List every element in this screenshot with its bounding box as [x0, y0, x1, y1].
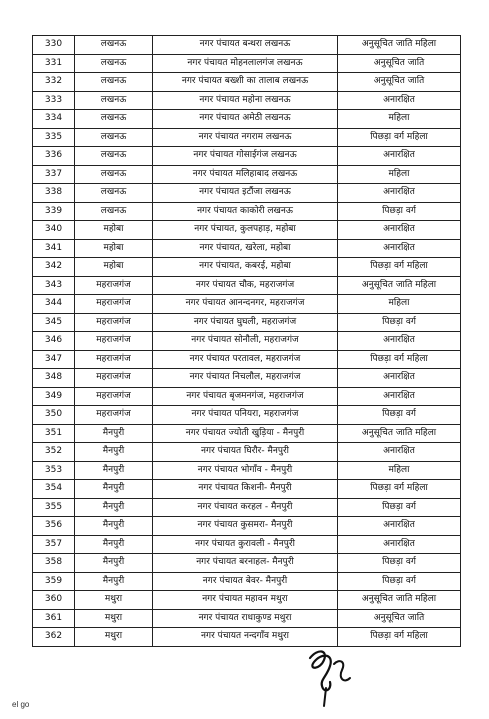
table-row [33, 36, 461, 55]
reservation-category-cell: अनुसूचित जाति [338, 609, 461, 628]
district-cell: महराजगंज [75, 369, 153, 388]
table-row [33, 461, 461, 480]
row-number: 347 [33, 350, 75, 369]
district-cell: महराजगंज [75, 332, 153, 351]
table-row [33, 110, 461, 129]
nagar-panchayat-cell: नगर पंचायत चौक, महराजगंज [153, 276, 338, 295]
nagar-panchayat-cell: नगर पंचायत नन्दगाँव मथुरा [153, 628, 338, 647]
district-cell: मैनपुरी [75, 517, 153, 536]
table-row [33, 221, 461, 240]
nagar-panchayat-cell: नगर पंचायत बेवर- मैनपुरी [153, 572, 338, 591]
row-number: 352 [33, 443, 75, 462]
row-number: 350 [33, 406, 75, 425]
row-number: 343 [33, 276, 75, 295]
nagar-panchayat-cell: नगर पंचायत किशनी- मैनपुरी [153, 480, 338, 499]
nagar-panchayat-cell: नगर पंचायत, खरेला, महोबा [153, 239, 338, 258]
reservation-category-cell: अनारक्षित [338, 332, 461, 351]
row-number: 334 [33, 110, 75, 129]
row-number: 346 [33, 332, 75, 351]
district-cell: महोबा [75, 239, 153, 258]
table-row [33, 554, 461, 573]
row-number: 335 [33, 128, 75, 147]
table-row [33, 498, 461, 517]
row-number: 337 [33, 165, 75, 184]
reservation-category-cell: महिला [338, 461, 461, 480]
nagar-panchayat-cell: नगर पंचायत अमेठी लखनऊ [153, 110, 338, 129]
table-row [33, 517, 461, 536]
footer-text: el go [12, 700, 30, 709]
table-row [33, 165, 461, 184]
reservation-category-cell: महिला [338, 165, 461, 184]
district-cell: लखनऊ [75, 184, 153, 203]
reservation-category-cell: पिछड़ा वर्ग महिला [338, 350, 461, 369]
row-number: 339 [33, 202, 75, 221]
row-number: 348 [33, 369, 75, 388]
row-number: 353 [33, 461, 75, 480]
row-number: 336 [33, 147, 75, 166]
district-cell: मैनपुरी [75, 554, 153, 573]
row-number: 331 [33, 54, 75, 73]
table-row [33, 609, 461, 628]
nagar-panchayat-cell: नगर पंचायत घिरौर- मैनपुरी [153, 443, 338, 462]
reservation-category-cell: पिछड़ा वर्ग [338, 313, 461, 332]
table-row [33, 369, 461, 388]
district-cell: लखनऊ [75, 73, 153, 92]
reservation-category-cell: पिछड़ा वर्ग [338, 406, 461, 425]
nagar-panchayat-cell: नगर पंचायत कुरावली - मैनपुरी [153, 535, 338, 554]
nagar-panchayat-cell: नगर पंचायत भोगाँव - मैनपुरी [153, 461, 338, 480]
table-row [33, 480, 461, 499]
row-number: 356 [33, 517, 75, 536]
reservation-category-cell: पिछड़ा वर्ग महिला [338, 628, 461, 647]
nagar-panchayat-cell: नगर पंचायत निचलौल, महराजगंज [153, 369, 338, 388]
row-number: 342 [33, 258, 75, 277]
district-cell: लखनऊ [75, 165, 153, 184]
table-row [33, 258, 461, 277]
reservation-category-cell: अनुसूचित जाति महिला [338, 424, 461, 443]
table-row [33, 295, 461, 314]
nagar-panchayat-cell: नगर पंचायत काकोरी लखनऊ [153, 202, 338, 221]
row-number: 341 [33, 239, 75, 258]
reservation-category-cell: अनारक्षित [338, 184, 461, 203]
row-number: 333 [33, 91, 75, 110]
reservation-category-cell: अनारक्षित [338, 387, 461, 406]
reservation-category-cell: महिला [338, 295, 461, 314]
nagar-panchayat-cell: नगर पंचायत नगराम लखनऊ [153, 128, 338, 147]
nagar-panchayat-cell: नगर पंचायत ज्योती खुड़िया - मैनपुरी [153, 424, 338, 443]
nagar-panchayat-cell: नगर पंचायत परतावल, महराजगंज [153, 350, 338, 369]
nagar-panchayat-cell: नगर पंचायत आनन्दनगर, महराजगंज [153, 295, 338, 314]
district-cell: महराजगंज [75, 350, 153, 369]
reservation-category-cell: अनारक्षित [338, 517, 461, 536]
reservation-category-cell: अनारक्षित [338, 239, 461, 258]
nagar-panchayat-cell: नगर पंचायत पनियरा, महराजगंज [153, 406, 338, 425]
row-number: 359 [33, 572, 75, 591]
reservation-category-cell: पिछड़ा वर्ग महिला [338, 480, 461, 499]
reservation-category-cell: अनुसूचित जाति [338, 54, 461, 73]
district-cell: मथुरा [75, 628, 153, 647]
nagar-panchayat-cell: नगर पंचायत राधाकुण्ड मथुरा [153, 609, 338, 628]
district-cell: महराजगंज [75, 313, 153, 332]
nagar-panchayat-cell: नगर पंचायत महोना लखनऊ [153, 91, 338, 110]
nagar-panchayat-cell: नगर पंचायत बख्शी का तालाब लखनऊ [153, 73, 338, 92]
reservation-category-cell: अनुसूचित जाति महिला [338, 36, 461, 55]
nagar-panchayat-cell: नगर पंचायत सोनौली, महराजगंज [153, 332, 338, 351]
row-number: 330 [33, 36, 75, 55]
nagar-panchayat-cell: नगर पंचायत गोसाईगंज लखनऊ [153, 147, 338, 166]
district-cell: महोबा [75, 258, 153, 277]
table-row [33, 91, 461, 110]
table-row [33, 628, 461, 647]
reservation-category-cell: अनारक्षित [338, 535, 461, 554]
reservation-category-cell: अनारक्षित [338, 221, 461, 240]
table-row [33, 276, 461, 295]
district-cell: मैनपुरी [75, 424, 153, 443]
table-row [33, 73, 461, 92]
table-row [33, 591, 461, 610]
table-row [33, 313, 461, 332]
district-cell: मथुरा [75, 591, 153, 610]
district-cell: मैनपुरी [75, 480, 153, 499]
table-row [33, 147, 461, 166]
reservation-table-body [33, 36, 461, 647]
district-cell: लखनऊ [75, 54, 153, 73]
reservation-category-cell: अनुसूचित जाति महिला [338, 276, 461, 295]
handwritten-signature [300, 640, 360, 710]
row-number: 332 [33, 73, 75, 92]
district-cell: लखनऊ [75, 36, 153, 55]
row-number: 351 [33, 424, 75, 443]
row-number: 344 [33, 295, 75, 314]
district-cell: लखनऊ [75, 147, 153, 166]
district-cell: लखनऊ [75, 110, 153, 129]
district-cell: मैनपुरी [75, 461, 153, 480]
row-number: 357 [33, 535, 75, 554]
district-cell: महोबा [75, 221, 153, 240]
row-number: 338 [33, 184, 75, 203]
reservation-category-cell: पिछड़ा वर्ग महिला [338, 128, 461, 147]
reservation-category-cell: पिछड़ा वर्ग [338, 572, 461, 591]
table-row [33, 424, 461, 443]
nagar-panchayat-cell: नगर पंचायत, कबरई, महोबा [153, 258, 338, 277]
district-cell: लखनऊ [75, 128, 153, 147]
row-number: 345 [33, 313, 75, 332]
district-cell: मैनपुरी [75, 498, 153, 517]
district-cell: लखनऊ [75, 91, 153, 110]
district-cell: महराजगंज [75, 295, 153, 314]
table-row [33, 184, 461, 203]
district-cell: महराजगंज [75, 276, 153, 295]
row-number: 354 [33, 480, 75, 499]
row-number: 355 [33, 498, 75, 517]
district-cell: लखनऊ [75, 202, 153, 221]
reservation-category-cell: अनारक्षित [338, 91, 461, 110]
reservation-category-cell: अनुसूचित जाति [338, 73, 461, 92]
table-row [33, 332, 461, 351]
reservation-category-cell: पिछड़ा वर्ग महिला [338, 258, 461, 277]
table-row [33, 387, 461, 406]
table-row [33, 535, 461, 554]
row-number: 360 [33, 591, 75, 610]
table-row [33, 350, 461, 369]
reservation-table [32, 35, 461, 647]
district-cell: महराजगंज [75, 406, 153, 425]
district-cell: मैनपुरी [75, 572, 153, 591]
row-number: 340 [33, 221, 75, 240]
nagar-panchayat-cell: नगर पंचायत बरनाहल- मैनपुरी [153, 554, 338, 573]
nagar-panchayat-cell: नगर पंचायत करहल - मैनपुरी [153, 498, 338, 517]
row-number: 349 [33, 387, 75, 406]
row-number: 358 [33, 554, 75, 573]
row-number: 361 [33, 609, 75, 628]
table-row [33, 128, 461, 147]
district-cell: महराजगंज [75, 387, 153, 406]
district-cell: मैनपुरी [75, 535, 153, 554]
nagar-panchayat-cell: नगर पंचायत बृजमनगंज, महराजगंज [153, 387, 338, 406]
reservation-category-cell: पिछड़ा वर्ग [338, 498, 461, 517]
nagar-panchayat-cell: नगर पंचायत कुसमरा- मैनपुरी [153, 517, 338, 536]
reservation-category-cell: महिला [338, 110, 461, 129]
reservation-category-cell: अनारक्षित [338, 147, 461, 166]
table-row [33, 572, 461, 591]
nagar-panchayat-cell: नगर पंचायत बन्थरा लखनऊ [153, 36, 338, 55]
table-row [33, 443, 461, 462]
reservation-category-cell: पिछड़ा वर्ग [338, 202, 461, 221]
district-cell: मैनपुरी [75, 443, 153, 462]
reservation-category-cell: अनारक्षित [338, 369, 461, 388]
nagar-panchayat-cell: नगर पंचायत इटौंजा लखनऊ [153, 184, 338, 203]
nagar-panchayat-cell: नगर पंचायत, कुलपहाड़, महोबा [153, 221, 338, 240]
nagar-panchayat-cell: नगर पंचायत महावन मथुरा [153, 591, 338, 610]
nagar-panchayat-cell: नगर पंचायत मलिहाबाद लखनऊ [153, 165, 338, 184]
nagar-panchayat-cell: नगर पंचायत मोहनलालगंज लखनऊ [153, 54, 338, 73]
row-number: 362 [33, 628, 75, 647]
table-row [33, 54, 461, 73]
reservation-category-cell: पिछड़ा वर्ग [338, 554, 461, 573]
table-row [33, 239, 461, 258]
table-row [33, 406, 461, 425]
reservation-category-cell: अनारक्षित [338, 443, 461, 462]
district-cell: मथुरा [75, 609, 153, 628]
nagar-panchayat-cell: नगर पंचायत घुघली, महराजगंज [153, 313, 338, 332]
table-row [33, 202, 461, 221]
reservation-category-cell: अनुसूचित जाति महिला [338, 591, 461, 610]
